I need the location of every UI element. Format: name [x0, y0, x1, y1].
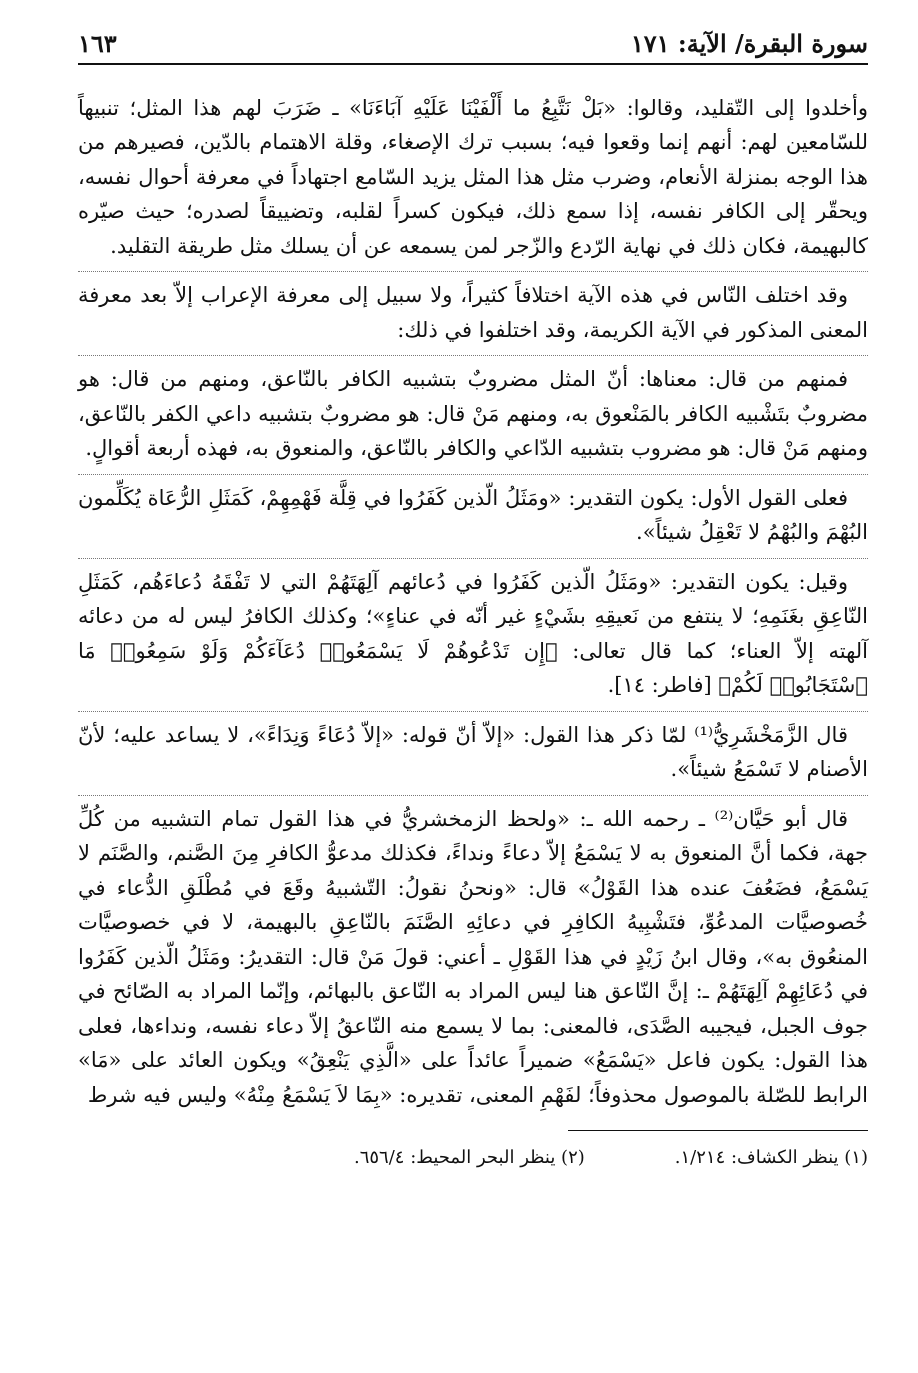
- paragraph-2: وقد اختلف النّاس في هذه الآية اختلافاً كثيراً، ولا سبيل إلى معرفة الإعراب إلاّ بعد معرفة المعنى المذكور في الآية الكريمة، وقد اختلفوا في ذلك:: [78, 271, 868, 347]
- paragraph-4: فعلى القول الأول: يكون التقدير: «ومَثَلُ الّذين كَفَرُوا في قِلَّة فَهْمِهِمْ، كَمَثَلِ الرُّعَاة يُكَلِّمون البُهْمَ والبُهْمُ لا تَعْقِلُ شيئاً».: [78, 474, 868, 550]
- header-title: سورة البقرة/ الآية: ١٧١: [630, 29, 868, 58]
- page-number: ١٦٣: [78, 29, 117, 58]
- footnotes: [78, 1145, 868, 1170]
- paragraph-3: فمنهم من قال: معناها: أنّ المثل مضروبٌ بتشبيه الكافر بالنّاعق، ومنهم من قال: هو مضروبٌ بتَشْبيه الكافر بالمَنْعوق به، ومنهم مَنْ قال: هو مضروبٌ بتشبيه داعي الكفر بالنّاعق، ومنهم مَنْ قال: هو مضروب بتشبيه الدّاعي والكافر بالنّاعق، والمنعوق به، فهذه أربعة أقوالٍ.: [78, 355, 868, 466]
- footnote-2: (٢) ينظر البحر المحيط: ٦٥٦/٤.: [353, 1147, 585, 1169]
- footnote-1: (١) ينظر الكشاف: ١/٢١٤.: [674, 1147, 868, 1169]
- page: [78, 30, 868, 1170]
- paragraph-5: وقيل: يكون التقدير: «ومَثَلُ الّذين كَفَرُوا في دُعائهم آلِهَتَهُمْ التي لا تَفْقَهُ دُعاءَهُم، كَمَثَلِ النّاعِقِ بغَنَمِهِ؛ لا ينتفع من نَعيقِهِ بشَيْءٍ غير أنّه في عناءٍ»؛ وكذلك الكافرُ ليس له من دعائه آلهته إلاّ العناء؛ كما قال تعالى: ﴿إِن تَدْعُوهُمْ لَا يَسْمَعُوا۟ دُعَآءَكُمْ وَلَوْ سَمِعُوا۟ مَا ٱسْتَجَابُوا۟ لَكُمْ﴾ [فاطر: ١٤].: [78, 558, 868, 703]
- footnote-divider: [568, 1130, 868, 1131]
- paragraph-6: قال الزَّمَخْشَرِيُّ⁽¹⁾ لمّا ذكر هذا القول: «إلاّ أنّ قوله: «إلاّ دُعَاءً وَنِدَاءً»، لا يساعد عليه؛ لأنّ الأصنام لا تَسْمَعُ شيئاً».: [78, 711, 868, 787]
- paragraph-7: قال أبو حَيَّان⁽²⁾ ـ رحمه الله ـ: «ولحظ الزمخشريُّ في هذا القول تمام التشبيه من كُلِّ جهة، فكما أنَّ المنعوق به لا يَسْمَعُ إلاّ دعاءً ونداءً، فكذلك مدعوُّ الكافرِ مِنَ الصَّنم، والصَّنَم لا يَسْمَعُ، فضَعُفَ عنده هذا القَوْلُ» قال: «ونحنُ نقولُ: التّشبيهُ وقَعَ في مُطْلَقِ الدُّعاء في خُصوصيَّات المدعُوِّ، فتَشْبِيهُ الكافِرِ في دعائِهِ الصَّنَمَ بالنّاعِقِ بالبهيمة، لا في خصوصيَّات المنعُوق به»، وقال ابنُ زَيْدٍ في هذا القَوْلِ ـ أعني: قولَ مَنْ قال: التقديرُ: ومَثَلُ الّذين كَفَرُوا في دُعَائِهِمْ آلِهَتَهُمْ ـ: إنَّ النّاعق هنا ليس المراد به النّاعق بالبهائم، وإنّما المراد به الصّائح في جوف الجبل، فيجيبه الصَّدَى، فالمعنى: بما لا يسمع منه النّاعقُ إلاّ دعاء نفسه، ونداءها، فعلى هذا القول: يكون فاعل «يَسْمَعُ» ضميراً عائداً على «الَّذِي يَنْعِقُ» ويكون العائد على «مَا» الرابط للصّلة بالموصول محذوفاً؛ لفَهْمِ المعنى، تقديره: «بِمَا لاَ يَسْمَعُ مِنْهُ» وليس فيه شرط: [78, 795, 868, 1113]
- paragraph-1: وأخلدوا إلى التّقليد، وقالوا: «بَلْ نَتَّبِعُ ما أَلْفَيْنَا عَلَيْهِ آبَاءَنَا» ـ ضَرَبَ لهم هذا المثل؛ تنبيهاً للسّامعين لهم: أنهم إنما وقعوا فيه؛ بسبب ترك الإصغاء، وقلة الاهتمام بالدّين، فصيرهم من هذا الوجه بمنزلة الأنعام، وضرب مثل هذا المثل يزيد السّامع اجتهاداً في معرفة أحوال نفسه، ويحقّر إلى الكافر نفسه، إذا سمع ذلك، فيكون كسراً لقلبه، وتضييقاً لصدره؛ حيث صيّره كالبهيمة، فكان ذلك في نهاية الرّدع والزّجر لمن يسمعه عن أن يسلك مثل طريقة التقليد.: [78, 95, 868, 258]
- running-header: [78, 30, 868, 65]
- body-text: [78, 91, 868, 1113]
